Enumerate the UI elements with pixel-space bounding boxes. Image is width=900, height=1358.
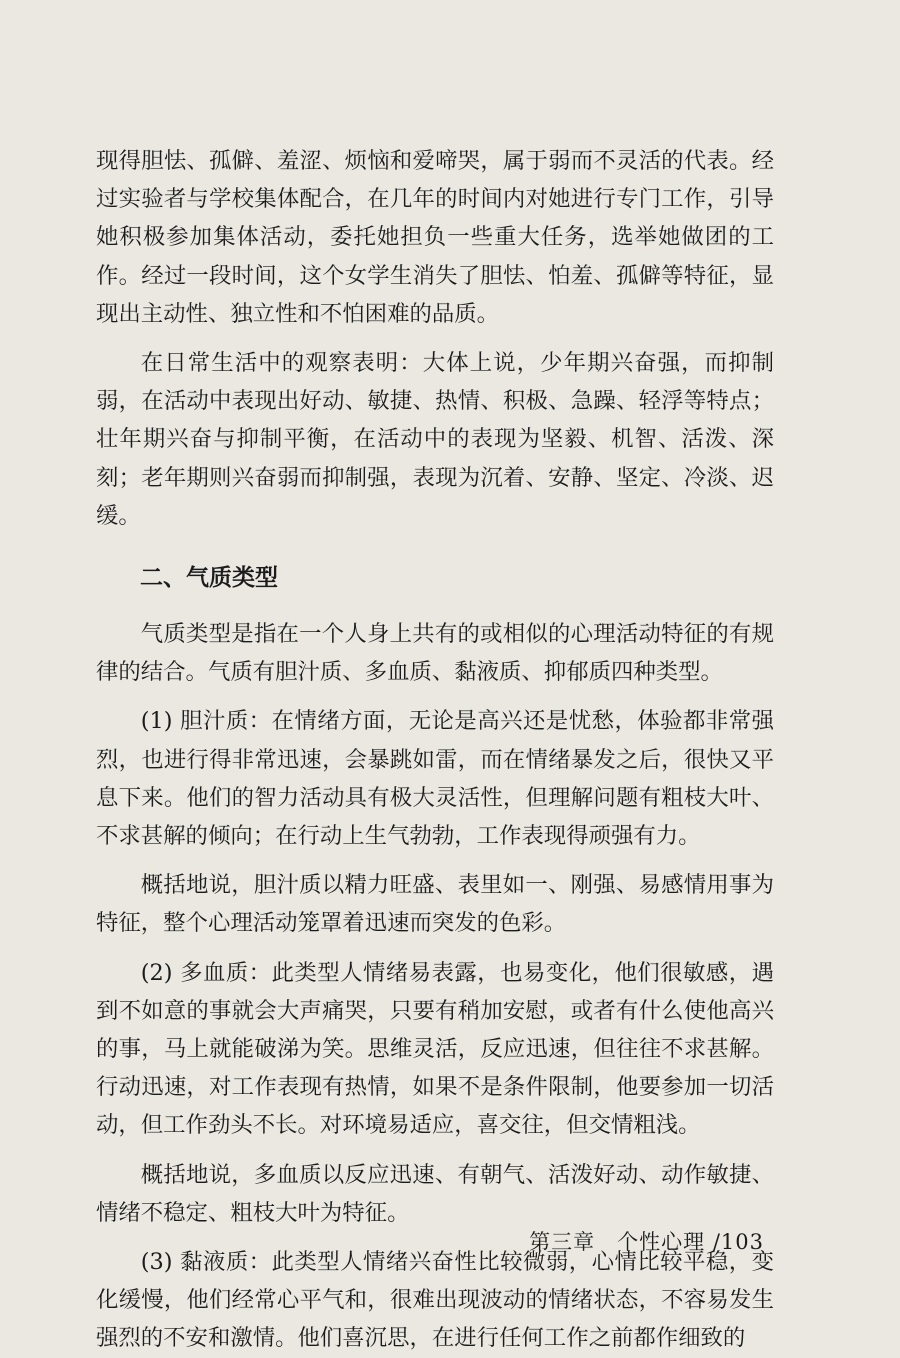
paragraph-definition: 气质类型是指在一个人身上共有的或相似的心理活动特征的有规律的结合。气质有胆汁质、多血质、黏液质、抑郁质四种类型。: [96, 621, 774, 686]
paragraph-choleric-summary: 概括地说，胆汁质以精力旺盛、表里如一、刚强、易感情用事为特征，整个心理活动笼罩着迅速而突发的色彩。: [96, 872, 774, 937]
paragraph-sanguine-summary: 概括地说，多血质以反应迅速、有朝气、活泼好动、动作敏捷、情绪不稳定、粗枝大叶为特征。: [96, 1161, 774, 1226]
paragraph-phlegmatic: (3) 黏液质：此类型人情绪兴奋性比较微弱，心情比较平稳，变化缓慢，他们经常心平气和，很难出现波动的情绪状态，不容易发生强烈的不安和激情。他们喜沉思，在进行任何工作之前都作细致的: [96, 1249, 774, 1352]
footer-chapter: 第三章: [529, 1230, 596, 1254]
section-heading: 二、气质类型: [140, 564, 278, 592]
page-footer: [529, 1228, 764, 1256]
paragraph-continued: 现得胆怯、孤僻、羞涩、烦恼和爱啼哭，属于弱而不灵活的代表。经过实验者与学校集体配合，在几年的时间内对她进行专门工作，引导她积极参加集体活动，委托她担负一些重大任务，选举她做团的工作。经过一段时间，这个女学生消失了胆怯、怕羞、孤僻等特征，显现出主动性、独立性和不怕困难的品质。: [96, 148, 774, 327]
paragraph-observation: 在日常生活中的观察表明：大体上说，少年期兴奋强，而抑制弱，在活动中表现出好动、敏捷、热情、积极、急躁、轻浮等特点；壮年期兴奋与抑制平衡，在活动中的表现为坚毅、机智、活泼、深刻；老年期则兴奋弱而抑制强，表现为沉着、安静、坚定、冷淡、迟缓。: [96, 350, 774, 529]
footer-title-page-number: 个性心理 /103: [617, 1230, 764, 1254]
paragraph-sanguine: (2) 多血质：此类型人情绪易表露，也易变化，他们很敏感，遇到不如意的事就会大声痛哭，只要有稍加安慰，或者有什么使他高兴的事，马上就能破涕为笑。思维灵活，反应迅速，但往往不求甚解。行动迅速，对工作表现有热情，如果不是条件限制，他要参加一切活动，但工作劲头不长。对环境易适应，喜交往，但交情粗浅。: [96, 959, 774, 1139]
paragraph-choleric: (1) 胆汁质：在情绪方面，无论是高兴还是忧愁，体验都非常强烈，也进行得非常迅速，会暴跳如雷，而在情绪暴发之后，很快又平息下来。他们的智力活动具有极大灵活性，但理解问题有粗枝大叶、不求甚解的倾向；在行动上生气勃勃，工作表现得顽强有力。: [96, 708, 774, 850]
